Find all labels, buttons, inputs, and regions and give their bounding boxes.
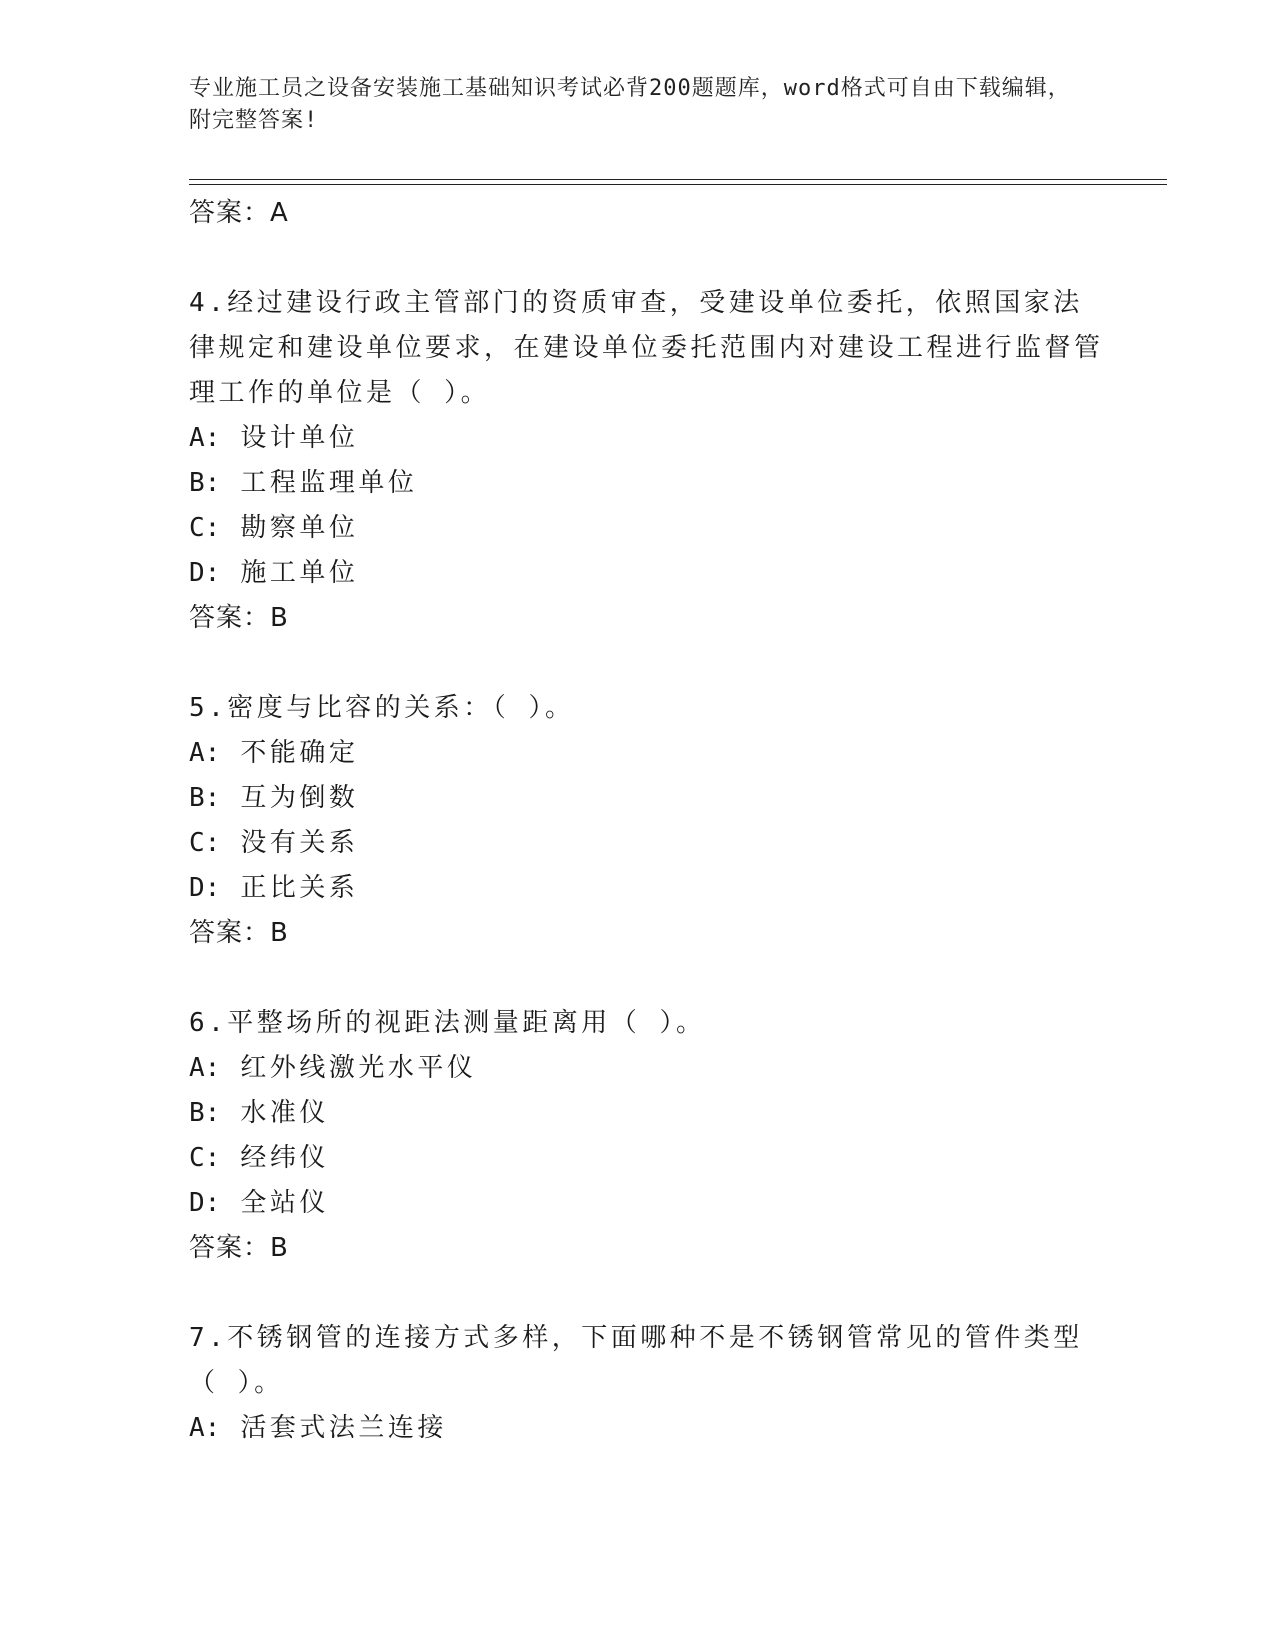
- option-letter: D:: [189, 873, 221, 903]
- header-divider: [189, 179, 1167, 185]
- option-a: [189, 1046, 1109, 1091]
- option-a: [189, 1406, 1109, 1451]
- question-stem: 6.平整场所的视距法测量距离用（ ）。: [189, 1008, 706, 1038]
- option-text: 不能确定: [240, 738, 359, 768]
- option-c: [189, 1136, 1109, 1181]
- option-letter: A:: [189, 1053, 221, 1083]
- answer-line: 答案：A: [189, 198, 289, 228]
- option-letter: B:: [189, 783, 221, 813]
- answer-line: 答案：B: [189, 918, 289, 948]
- question-item: [189, 1316, 1109, 1451]
- option-b: [189, 1091, 1109, 1136]
- option-d: [189, 1181, 1109, 1226]
- option-d: [189, 551, 1109, 596]
- option-text: 经纬仪: [240, 1143, 329, 1173]
- option-letter: D:: [189, 1188, 221, 1218]
- option-letter: A:: [189, 423, 221, 453]
- option-text: 工程监理单位: [240, 468, 418, 498]
- option-text: 红外线激光水平仪: [240, 1053, 477, 1083]
- option-text: 施工单位: [240, 558, 359, 588]
- option-text: 活套式法兰连接: [240, 1413, 447, 1443]
- option-letter: C:: [189, 828, 221, 858]
- question-item: [189, 281, 1109, 640]
- option-letter: B:: [189, 468, 221, 498]
- option-text: 设计单位: [240, 423, 359, 453]
- question-stem: 5.密度与比容的关系：（ ）。: [189, 693, 575, 723]
- option-text: 正比关系: [240, 873, 359, 903]
- option-text: 全站仪: [240, 1188, 329, 1218]
- option-a: [189, 731, 1109, 776]
- option-text: 没有关系: [240, 828, 359, 858]
- option-text: 勘察单位: [240, 513, 359, 543]
- option-a: [189, 416, 1109, 461]
- option-letter: B:: [189, 1098, 221, 1128]
- answer-line: 答案：B: [189, 603, 289, 633]
- page-header: 专业施工员之设备安装施工基础知识考试必背200题题库，word格式可自由下载编辑，附完整答案!: [189, 76, 1071, 133]
- option-b: [189, 776, 1109, 821]
- option-letter: D:: [189, 558, 221, 588]
- option-letter: C:: [189, 513, 221, 543]
- answer-line: 答案：B: [189, 1233, 289, 1263]
- option-c: [189, 821, 1109, 866]
- option-letter: A:: [189, 738, 221, 768]
- question-stem: 4.经过建设行政主管部门的资质审查，受建设单位委托，依照国家法律规定和建设单位要求，在建设单位委托范围内对建设工程进行监督管理工作的单位是（ ）。: [189, 288, 1104, 408]
- question-item: [189, 1001, 1109, 1270]
- option-text: 水准仪: [240, 1098, 329, 1128]
- question-stem: 7.不锈钢管的连接方式多样，下面哪种不是不锈钢管常见的管件类型（ ）。: [189, 1323, 1083, 1398]
- option-d: [189, 866, 1109, 911]
- question-item: [189, 686, 1109, 955]
- question-list: [189, 191, 1109, 1451]
- option-letter: C:: [189, 1143, 221, 1173]
- option-letter: A:: [189, 1413, 221, 1443]
- option-c: [189, 506, 1109, 551]
- option-b: [189, 461, 1109, 506]
- option-text: 互为倒数: [240, 783, 359, 813]
